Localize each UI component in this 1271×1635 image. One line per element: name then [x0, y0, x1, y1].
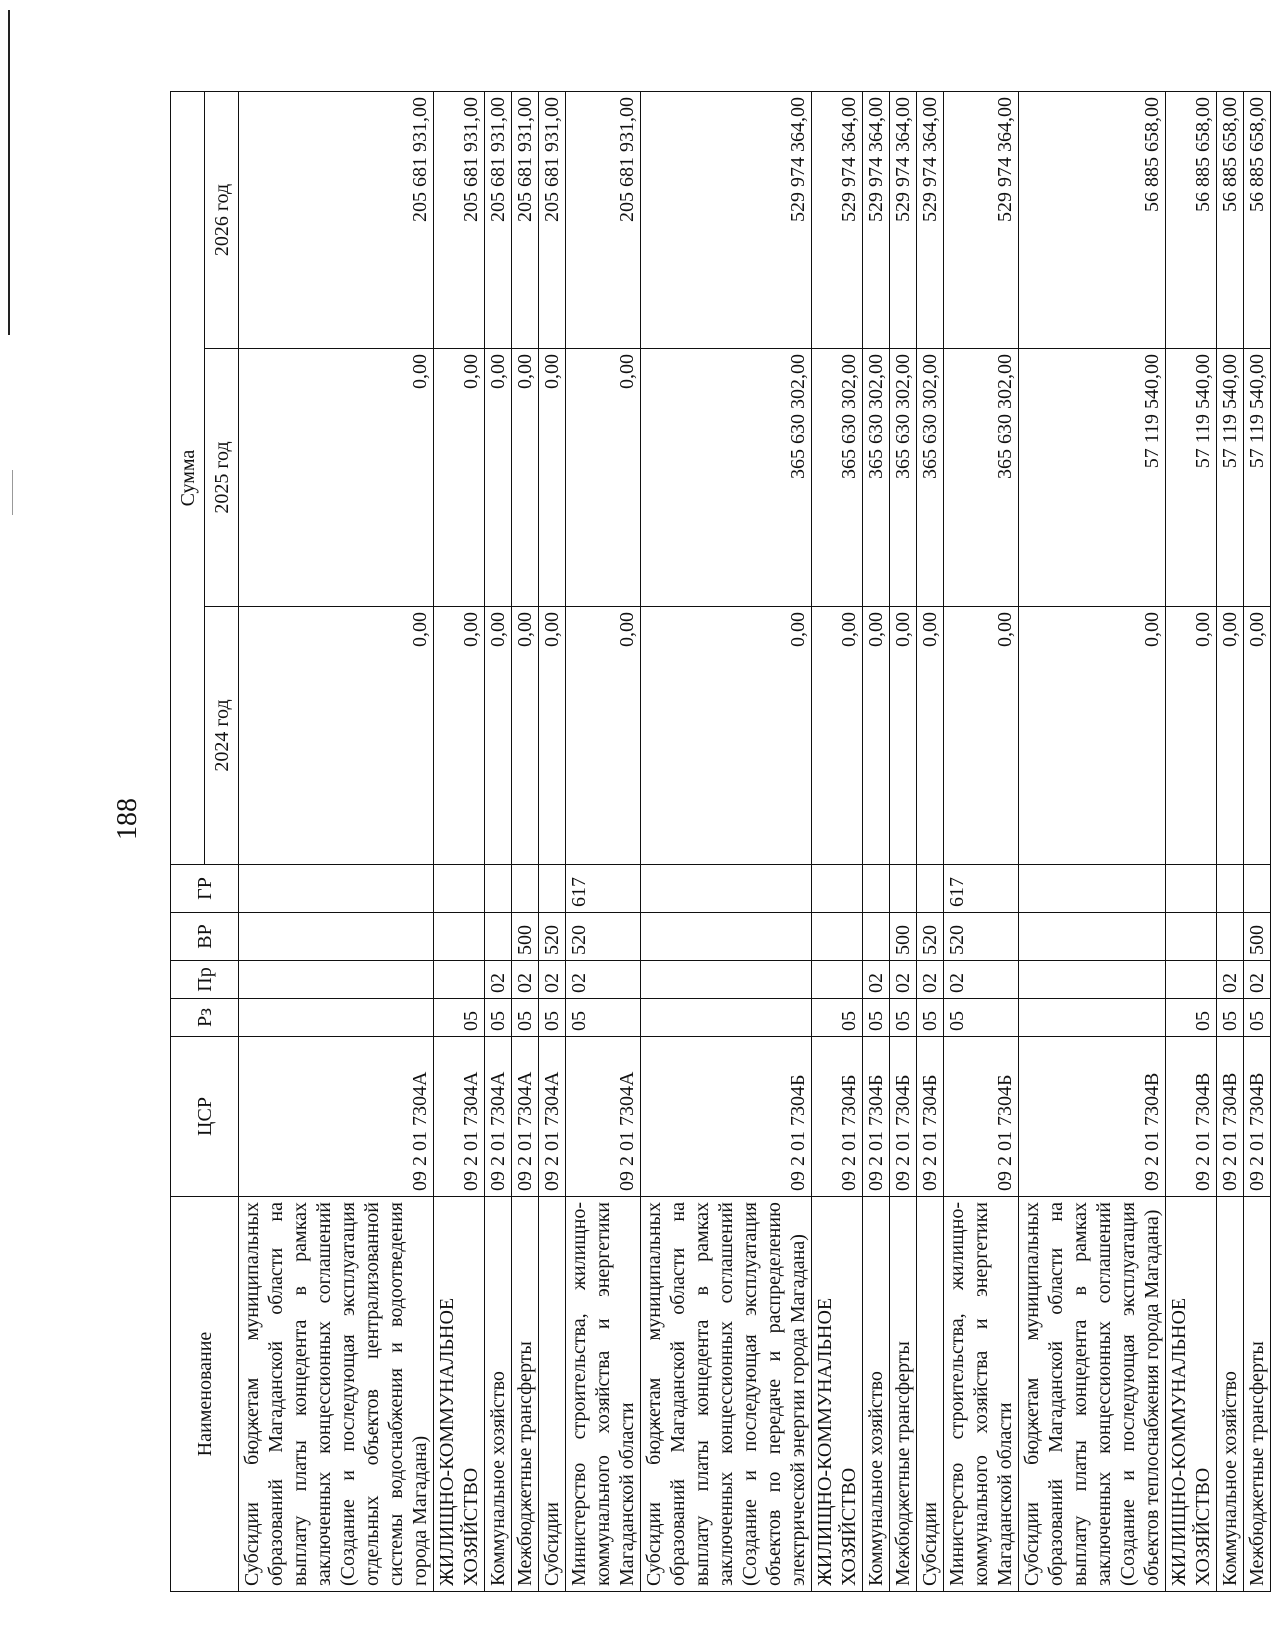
row-2025: 0,00	[512, 349, 539, 607]
row-2024: 0,00	[1166, 607, 1217, 865]
row-gr	[890, 865, 917, 913]
row-vr: 520	[917, 913, 944, 961]
row-csr: 09 2 01 7304Б	[917, 1037, 944, 1197]
row-pr	[1166, 961, 1217, 999]
table-row	[890, 92, 917, 1592]
row-gr: 617	[566, 865, 641, 913]
row-2026: 529 974 364,00	[863, 92, 890, 349]
row-2026: 529 974 364,00	[641, 92, 812, 349]
row-2024: 0,00	[566, 607, 641, 865]
margin-tick	[12, 470, 13, 515]
row-gr	[1019, 865, 1166, 913]
row-2026: 205 681 931,00	[485, 92, 512, 349]
row-name: Межбюджетные трансферты	[512, 1197, 539, 1592]
row-rz: 05	[434, 999, 485, 1037]
row-gr	[1244, 865, 1271, 913]
row-rz: 05	[1166, 999, 1217, 1037]
row-2025: 0,00	[566, 349, 641, 607]
row-2025: 57 119 540,00	[1019, 349, 1166, 607]
row-vr	[1166, 913, 1217, 961]
row-gr	[239, 865, 434, 913]
table-row	[512, 92, 539, 1592]
row-csr: 09 2 01 7304Б	[944, 1037, 1019, 1197]
row-2026: 205 681 931,00	[239, 92, 434, 349]
row-gr	[1217, 865, 1244, 913]
row-name: Субсидии	[539, 1197, 566, 1592]
row-2024: 0,00	[641, 607, 812, 865]
row-gr	[539, 865, 566, 913]
row-pr: 02	[1217, 961, 1244, 999]
row-2025: 365 630 302,00	[641, 349, 812, 607]
row-rz: 05	[539, 999, 566, 1037]
header-csr: ЦСР	[171, 1037, 239, 1197]
row-2024: 0,00	[512, 607, 539, 865]
row-2025: 0,00	[239, 349, 434, 607]
row-rz: 05	[944, 999, 1019, 1037]
row-pr	[1019, 961, 1166, 999]
row-rz: 05	[812, 999, 863, 1037]
table-row	[641, 92, 812, 1592]
row-name: Коммунальное хозяйство	[1217, 1197, 1244, 1592]
row-2025: 0,00	[539, 349, 566, 607]
row-2025: 57 119 540,00	[1244, 349, 1271, 607]
row-rz: 05	[485, 999, 512, 1037]
row-2024: 0,00	[917, 607, 944, 865]
row-vr	[434, 913, 485, 961]
row-vr	[863, 913, 890, 961]
row-2025: 365 630 302,00	[812, 349, 863, 607]
row-pr	[239, 961, 434, 999]
row-2026: 205 681 931,00	[434, 92, 485, 349]
row-rz: 05	[917, 999, 944, 1037]
row-name: Субсидии	[917, 1197, 944, 1592]
row-pr: 02	[917, 961, 944, 999]
row-2024: 0,00	[539, 607, 566, 865]
row-gr	[485, 865, 512, 913]
row-2026: 529 974 364,00	[917, 92, 944, 349]
row-pr: 02	[539, 961, 566, 999]
row-pr: 02	[566, 961, 641, 999]
row-2025: 0,00	[434, 349, 485, 607]
row-csr: 09 2 01 7304А	[566, 1037, 641, 1197]
row-2025: 365 630 302,00	[917, 349, 944, 607]
row-rz: 05	[863, 999, 890, 1037]
row-csr: 09 2 01 7304В	[1244, 1037, 1271, 1197]
row-vr	[1019, 913, 1166, 961]
row-pr	[434, 961, 485, 999]
row-2026: 205 681 931,00	[539, 92, 566, 349]
header-sum: Сумма	[171, 92, 205, 865]
row-2024: 0,00	[812, 607, 863, 865]
row-2024: 0,00	[1217, 607, 1244, 865]
row-rz: 05	[512, 999, 539, 1037]
row-pr: 02	[485, 961, 512, 999]
row-2026: 56 885 658,00	[1244, 92, 1271, 349]
row-gr	[1166, 865, 1217, 913]
table-row	[944, 92, 1019, 1592]
row-csr: 09 2 01 7304Б	[863, 1037, 890, 1197]
row-2025: 365 630 302,00	[863, 349, 890, 607]
row-vr	[1217, 913, 1244, 961]
table-row	[539, 92, 566, 1592]
row-2025: 365 630 302,00	[890, 349, 917, 607]
row-2025: 0,00	[485, 349, 512, 607]
row-2026: 529 974 364,00	[812, 92, 863, 349]
header-pr: Пр	[171, 961, 239, 999]
row-2026: 56 885 658,00	[1019, 92, 1166, 349]
row-pr: 02	[863, 961, 890, 999]
row-vr: 500	[512, 913, 539, 961]
table-body	[239, 92, 1271, 1592]
table-row	[1019, 92, 1166, 1592]
row-rz: 05	[566, 999, 641, 1037]
row-rz	[1019, 999, 1166, 1037]
row-2026: 56 885 658,00	[1166, 92, 1217, 349]
budget-table	[170, 91, 1271, 1592]
row-2025: 57 119 540,00	[1166, 349, 1217, 607]
row-2026: 56 885 658,00	[1217, 92, 1244, 349]
row-gr: 617	[944, 865, 1019, 913]
row-2024: 0,00	[863, 607, 890, 865]
row-vr: 500	[890, 913, 917, 961]
row-csr: 09 2 01 7304В	[1166, 1037, 1217, 1197]
table-row	[1217, 92, 1244, 1592]
row-gr	[812, 865, 863, 913]
table-row	[434, 92, 485, 1592]
row-pr: 02	[1244, 961, 1271, 999]
row-vr: 520	[539, 913, 566, 961]
header-2024: 2024 год	[205, 607, 239, 865]
row-name: Субсидии бюджетам муниципальных образований Магаданской области на выплату платы концедента в рамках заключенных концессионных соглашений (Создание и последующая эксплуатация отдельных объектов централизованной системы водоснабжения и водоотведения города Магадана)	[239, 1197, 434, 1592]
row-csr: 09 2 01 7304А	[539, 1037, 566, 1197]
row-2026: 529 974 364,00	[944, 92, 1019, 349]
row-csr: 09 2 01 7304А	[434, 1037, 485, 1197]
row-csr: 09 2 01 7304Б	[890, 1037, 917, 1197]
row-2026: 205 681 931,00	[566, 92, 641, 349]
row-rz	[641, 999, 812, 1037]
row-name: Коммунальное хозяйство	[863, 1197, 890, 1592]
row-vr: 520	[944, 913, 1019, 961]
row-vr	[239, 913, 434, 961]
header-2026: 2026 год	[205, 92, 239, 349]
page-number: 188	[112, 798, 143, 840]
row-2024: 0,00	[1019, 607, 1166, 865]
row-pr: 02	[512, 961, 539, 999]
row-name: Министерство строительства, жилищно-коммунального хозяйства и энергетики Магаданской области	[566, 1197, 641, 1592]
table-row	[485, 92, 512, 1592]
row-name: Межбюджетные трансферты	[890, 1197, 917, 1592]
table-row	[917, 92, 944, 1592]
row-csr: 09 2 01 7304В	[1217, 1037, 1244, 1197]
row-pr: 02	[944, 961, 1019, 999]
row-csr: 09 2 01 7304Б	[812, 1037, 863, 1197]
table-row	[1166, 92, 1217, 1592]
row-2025: 57 119 540,00	[1217, 349, 1244, 607]
row-2024: 0,00	[434, 607, 485, 865]
row-name: ЖИЛИЩНО-КОММУНАЛЬНОЕ ХОЗЯЙСТВО	[812, 1197, 863, 1592]
row-pr	[812, 961, 863, 999]
header-2025: 2025 год	[205, 349, 239, 607]
table-row	[566, 92, 641, 1592]
row-name: Субсидии бюджетам муниципальных образований Магаданской области на выплату платы концедента в рамках заключенных концессионных соглашений (Создание и последующая эксплуатация объектов теплоснабжения города Магадана)	[1019, 1197, 1166, 1592]
table-row	[239, 92, 434, 1592]
row-gr	[917, 865, 944, 913]
row-2024: 0,00	[1244, 607, 1271, 865]
row-2025: 365 630 302,00	[944, 349, 1019, 607]
row-gr	[512, 865, 539, 913]
header-gr: ГР	[171, 865, 239, 913]
row-name: Коммунальное хозяйство	[485, 1197, 512, 1592]
row-gr	[434, 865, 485, 913]
header-vr: ВР	[171, 913, 239, 961]
row-csr: 09 2 01 7304Б	[641, 1037, 812, 1197]
row-rz: 05	[890, 999, 917, 1037]
header-name: Наименование	[171, 1197, 239, 1592]
row-name: ЖИЛИЩНО-КОММУНАЛЬНОЕ ХОЗЯЙСТВО	[434, 1197, 485, 1592]
row-2024: 0,00	[485, 607, 512, 865]
rotated-page	[170, 47, 1268, 1592]
table-row	[863, 92, 890, 1592]
row-csr: 09 2 01 7304В	[1019, 1037, 1166, 1197]
row-name: Субсидии бюджетам муниципальных образований Магаданской области на выплату платы концедента в рамках заключенных концессионных соглашений (Создание и последующая эксплуатация объектов по передаче и распределению электрической энергии города Магадана)	[641, 1197, 812, 1592]
table-row	[1244, 92, 1271, 1592]
row-vr	[641, 913, 812, 961]
header-rz: Рз	[171, 999, 239, 1037]
row-name: Межбюджетные трансферты	[1244, 1197, 1271, 1592]
row-2026: 205 681 931,00	[512, 92, 539, 349]
row-2026: 529 974 364,00	[890, 92, 917, 349]
row-vr	[485, 913, 512, 961]
table-header	[171, 92, 239, 1592]
row-2024: 0,00	[944, 607, 1019, 865]
row-vr: 520	[566, 913, 641, 961]
row-vr	[812, 913, 863, 961]
row-pr	[641, 961, 812, 999]
row-csr: 09 2 01 7304А	[512, 1037, 539, 1197]
row-gr	[863, 865, 890, 913]
row-rz: 05	[1244, 999, 1271, 1037]
row-2024: 0,00	[239, 607, 434, 865]
row-name: Министерство строительства, жилищно-коммунального хозяйства и энергетики Магаданской области	[944, 1197, 1019, 1592]
row-name: ЖИЛИЩНО-КОММУНАЛЬНОЕ ХОЗЯЙСТВО	[1166, 1197, 1217, 1592]
row-rz	[239, 999, 434, 1037]
row-csr: 09 2 01 7304А	[485, 1037, 512, 1197]
row-pr: 02	[890, 961, 917, 999]
row-gr	[641, 865, 812, 913]
row-vr: 500	[1244, 913, 1271, 961]
table-row	[812, 92, 863, 1592]
row-rz: 05	[1217, 999, 1244, 1037]
row-2024: 0,00	[890, 607, 917, 865]
row-csr: 09 2 01 7304А	[239, 1037, 434, 1197]
margin-line	[8, 10, 10, 335]
